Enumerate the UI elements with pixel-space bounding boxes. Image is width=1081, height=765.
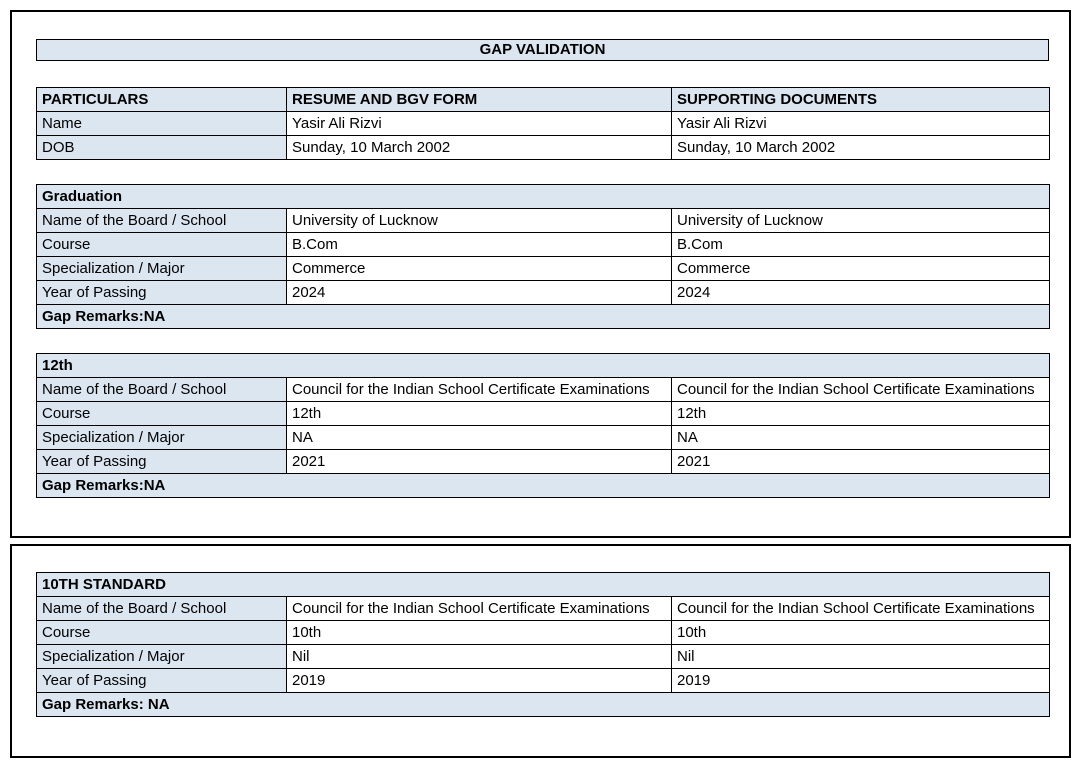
row-value-resume: Council for the Indian School Certificate Examinations — [287, 378, 672, 402]
row-value-resume: Yasir Ali Rizvi — [287, 112, 672, 136]
gap-remarks-row — [37, 305, 1050, 329]
row-value-resume: Sunday, 10 March 2002 — [287, 136, 672, 160]
row-value-supporting: 10th — [672, 621, 1050, 645]
row-label-course: Course — [37, 621, 287, 645]
table-row — [37, 669, 1050, 693]
column-header-particulars: PARTICULARS — [37, 88, 287, 112]
row-label-name: Name — [37, 112, 287, 136]
section-title-tenth: 10TH STANDARD — [37, 573, 1050, 597]
row-value-supporting: 2024 — [672, 281, 1050, 305]
table-row — [37, 426, 1050, 450]
row-label-dob: DOB — [37, 136, 287, 160]
table-row — [37, 645, 1050, 669]
row-label-year: Year of Passing — [37, 281, 287, 305]
gap-remarks-twelfth: Gap Remarks:NA — [37, 474, 1050, 498]
row-value-supporting: Council for the Indian School Certificate Examinations — [672, 597, 1050, 621]
row-value-resume: 10th — [287, 621, 672, 645]
column-header-supporting-docs: SUPPORTING DOCUMENTS — [672, 88, 1050, 112]
particulars-table — [36, 87, 1050, 160]
document-page-top — [10, 10, 1071, 538]
row-value-resume: NA — [287, 426, 672, 450]
page-title: GAP VALIDATION — [36, 39, 1049, 61]
table-row — [37, 378, 1050, 402]
row-value-supporting: 2021 — [672, 450, 1050, 474]
row-value-resume: 2021 — [287, 450, 672, 474]
table-row — [37, 450, 1050, 474]
row-label-board: Name of the Board / School — [37, 597, 287, 621]
row-value-supporting: Nil — [672, 645, 1050, 669]
row-label-year: Year of Passing — [37, 450, 287, 474]
row-value-resume: University of Lucknow — [287, 209, 672, 233]
row-label-specialization: Specialization / Major — [37, 426, 287, 450]
table-row — [37, 621, 1050, 645]
table-row — [37, 257, 1050, 281]
row-value-supporting: Council for the Indian School Certificate Examinations — [672, 378, 1050, 402]
section-title-row — [37, 573, 1050, 597]
row-value-supporting: University of Lucknow — [672, 209, 1050, 233]
document-page-bottom — [10, 544, 1071, 758]
twelfth-table — [36, 353, 1050, 498]
table-header-row — [37, 88, 1050, 112]
row-value-supporting: Sunday, 10 March 2002 — [672, 136, 1050, 160]
row-value-resume: 2024 — [287, 281, 672, 305]
row-value-resume: Nil — [287, 645, 672, 669]
section-title-graduation: Graduation — [37, 185, 1050, 209]
row-label-specialization: Specialization / Major — [37, 257, 287, 281]
gap-remarks-row — [37, 474, 1050, 498]
row-value-supporting: 2019 — [672, 669, 1050, 693]
row-label-board: Name of the Board / School — [37, 209, 287, 233]
table-row — [37, 112, 1050, 136]
table-row — [37, 402, 1050, 426]
row-label-year: Year of Passing — [37, 669, 287, 693]
row-label-course: Course — [37, 402, 287, 426]
section-title-row — [37, 185, 1050, 209]
row-value-resume: 2019 — [287, 669, 672, 693]
row-value-supporting: Commerce — [672, 257, 1050, 281]
section-title-row — [37, 354, 1050, 378]
table-row — [37, 281, 1050, 305]
table-row — [37, 597, 1050, 621]
row-label-course: Course — [37, 233, 287, 257]
row-label-board: Name of the Board / School — [37, 378, 287, 402]
gap-remarks-tenth: Gap Remarks: NA — [37, 693, 1050, 717]
row-value-resume: B.Com — [287, 233, 672, 257]
section-title-twelfth: 12th — [37, 354, 1050, 378]
table-row — [37, 233, 1050, 257]
row-label-specialization: Specialization / Major — [37, 645, 287, 669]
graduation-table — [36, 184, 1050, 329]
gap-remarks-row — [37, 693, 1050, 717]
row-value-resume: Council for the Indian School Certificate Examinations — [287, 597, 672, 621]
table-row — [37, 209, 1050, 233]
gap-remarks-graduation: Gap Remarks:NA — [37, 305, 1050, 329]
tenth-table — [36, 572, 1050, 717]
row-value-resume: Commerce — [287, 257, 672, 281]
row-value-resume: 12th — [287, 402, 672, 426]
row-value-supporting: B.Com — [672, 233, 1050, 257]
row-value-supporting: 12th — [672, 402, 1050, 426]
row-value-supporting: NA — [672, 426, 1050, 450]
table-row — [37, 136, 1050, 160]
column-header-resume-bgv: RESUME AND BGV FORM — [287, 88, 672, 112]
row-value-supporting: Yasir Ali Rizvi — [672, 112, 1050, 136]
